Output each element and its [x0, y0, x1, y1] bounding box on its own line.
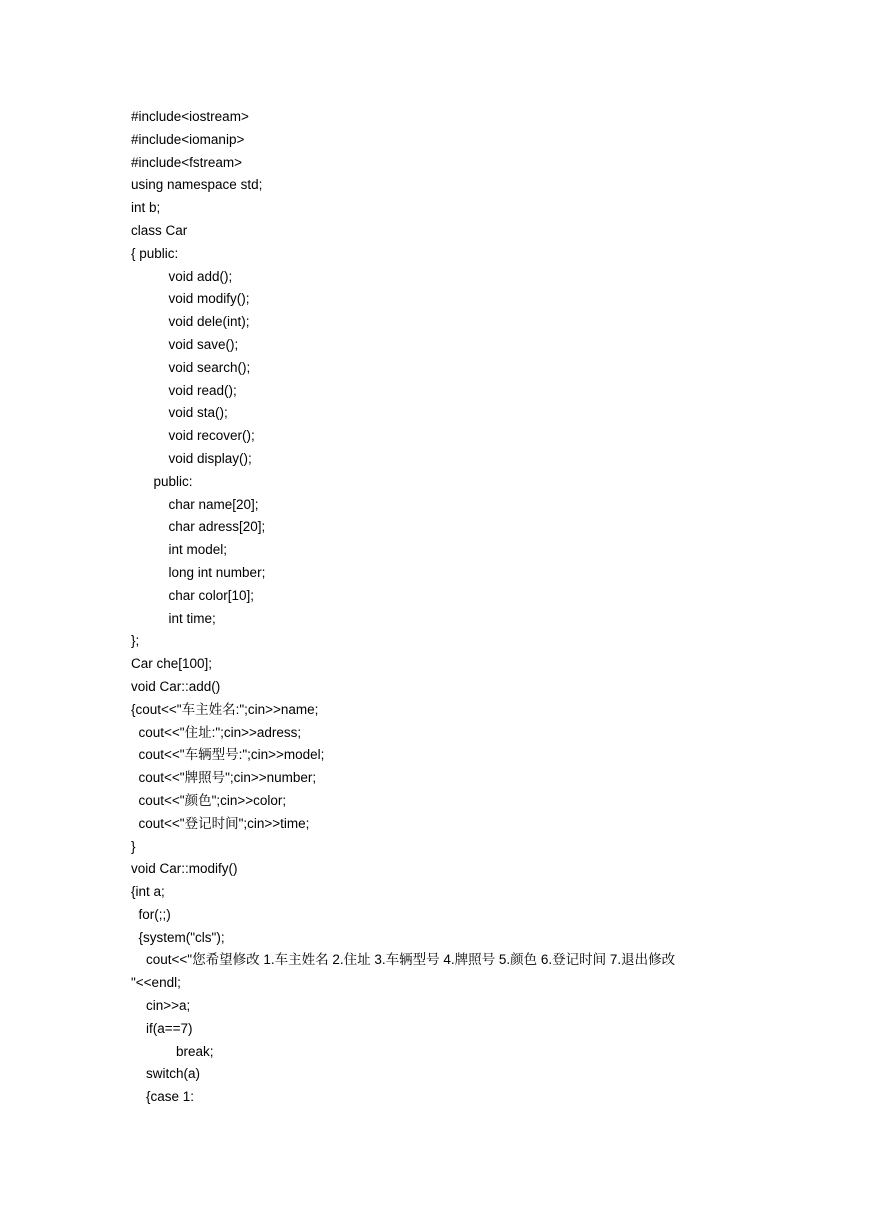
- code-line: char color[10];: [131, 587, 255, 603]
- code-line: #include<iostream>: [131, 109, 249, 124]
- code-line: cout<<"住址:";cin>>adress;: [131, 724, 302, 740]
- code-line: break;: [131, 1043, 214, 1059]
- code-line: using namespace std;: [131, 177, 263, 193]
- code-line: void dele(int);: [131, 314, 250, 330]
- code-line: };: [131, 633, 140, 649]
- code-line: void recover();: [131, 428, 255, 444]
- code-line: void Car::modify(): [131, 861, 238, 877]
- code-line: int b;: [131, 200, 161, 216]
- code-line: char adress[20];: [131, 519, 266, 535]
- code-line: {cout<<"车主姓名:";cin>>name;: [131, 701, 319, 717]
- code-line: for(;;): [131, 906, 171, 922]
- code-line: void search();: [131, 359, 251, 375]
- code-line: cout<<"牌照号";cin>>number;: [131, 770, 317, 786]
- code-line: public:: [131, 473, 193, 489]
- code-line: {system("cls");: [131, 929, 225, 945]
- code-line: switch(a): [131, 1066, 201, 1082]
- code-line: void display();: [131, 450, 252, 466]
- code-line: long int number;: [131, 564, 266, 580]
- code-line: class Car: [131, 222, 188, 238]
- code-line: if(a==7): [131, 1020, 193, 1036]
- code-line: cout<<"车辆型号:";cin>>model;: [131, 747, 325, 763]
- code-line: Car che[100];: [131, 656, 213, 672]
- code-line: cout<<"登记时间";cin>>time;: [131, 815, 310, 831]
- code-line: void Car::add(): [131, 678, 221, 694]
- code-line: int time;: [131, 610, 216, 626]
- code-line: cin>>a;: [131, 998, 191, 1014]
- code-line: { public:: [131, 245, 179, 261]
- code-line: cout<<"您希望修改 1.车主姓名 2.住址 3.车辆型号 4.牌照号 5.颜色 6.登记时间 7.退出修改: [131, 952, 676, 968]
- code-line: {int a;: [131, 884, 165, 900]
- code-line: void read();: [131, 382, 237, 398]
- code-line: void save();: [131, 336, 239, 352]
- code-line: char name[20];: [131, 496, 259, 512]
- code-line: void add();: [131, 268, 233, 284]
- code-line: void sta();: [131, 405, 228, 421]
- code-line: "<<endl;: [131, 975, 181, 991]
- code-line: cout<<"颜色";cin>>color;: [131, 792, 287, 808]
- code-line: void modify();: [131, 291, 250, 307]
- code-line: #include<iomanip>: [131, 131, 245, 147]
- code-line: }: [131, 838, 136, 854]
- code-line: {case 1:: [131, 1089, 195, 1105]
- code-listing: [131, 106, 831, 1109]
- code-line: int model;: [131, 542, 228, 558]
- code-line: #include<fstream>: [131, 154, 243, 170]
